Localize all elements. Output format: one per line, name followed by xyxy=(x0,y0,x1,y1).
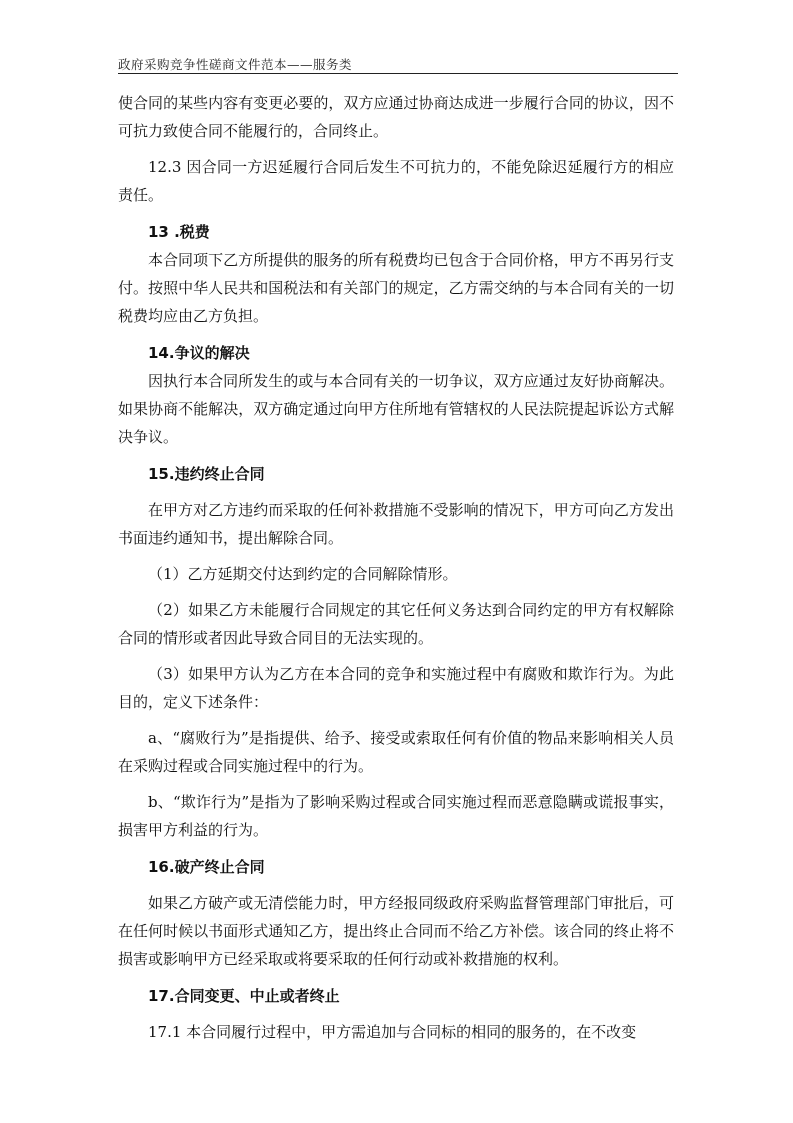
paragraph-force-majeure-cont: 使合同的某些内容有变更必要的，双方应通过协商达成进一步履行合同的协议，因不可抗力致使合同不能履行的，合同终止。 xyxy=(118,94,674,140)
paragraph-breach-item-2: （2）如果乙方未能履行合同规定的其它任何义务达到合同约定的甲方有权解除合同的情形或者因此导致合同目的无法实现的。 xyxy=(118,601,674,647)
heading-17-contract-change: 17.合同变更、中止或者终止 xyxy=(148,987,340,1005)
paragraph-disputes: 因执行本合同所发生的或与本合同有关的一切争议，双方应通过友好协商解决。如果协商不能解决，双方确定通过向甲方住所地有管辖权的人民法院提起诉讼方式解决争议。 xyxy=(118,372,674,446)
paragraph-breach-item-3: （3）如果甲方认为乙方在本合同的竞争和实施过程中有腐败和欺诈行为。为此目的，定义下述条件： xyxy=(118,665,674,711)
heading-15-breach-termination: 15.违约终止合同 xyxy=(148,465,265,483)
document-body xyxy=(118,89,674,1046)
paragraph-bankruptcy: 如果乙方破产或无清偿能力时，甲方经报同级政府采购监督管理部门审批后，可在任何时候以书面形式通知乙方，提出终止合同而不给乙方补偿。该合同的终止将不损害或影响甲方已经采取或将要采取的任何行动或补救措施的权利。 xyxy=(118,894,674,968)
header-rule xyxy=(118,73,678,74)
paragraph-corruption-definition: a、“腐败行为”是指提供、给予、接受或索取任何有价值的物品来影响相关人员在采购过程或合同实施过程中的行为。 xyxy=(118,729,674,775)
heading-16-bankruptcy-termination: 16.破产终止合同 xyxy=(148,858,265,876)
running-header: 政府采购竞争性磋商文件范本——服务类 xyxy=(118,57,353,72)
paragraph-17-1: 17.1 本合同履行过程中，甲方需追加与合同标的相同的服务的，在不改变 xyxy=(148,1023,637,1041)
paragraph-taxes: 本合同项下乙方所提供的服务的所有税费均已包含于合同价格，甲方不再另行支付。按照中华人民共和国税法和有关部门的规定，乙方需交纳的与本合同有关的一切税费均应由乙方负担。 xyxy=(118,251,674,325)
paragraph-12-3: 12.3 因合同一方迟延履行合同后发生不可抗力的，不能免除迟延履行方的相应责任。 xyxy=(118,158,674,204)
heading-14-disputes: 14.争议的解决 xyxy=(148,344,250,362)
paragraph-fraud-definition: b、“欺诈行为”是指为了影响采购过程或合同实施过程而恶意隐瞒或谎报事实，损害甲方利益的行为。 xyxy=(118,793,674,839)
heading-13-taxes: 13 .税费 xyxy=(148,223,210,241)
paragraph-breach-item-1: （1）乙方延期交付达到约定的合同解除情形。 xyxy=(148,565,458,583)
paragraph-breach-intro: 在甲方对乙方违约而采取的任何补救措施不受影响的情况下，甲方可向乙方发出书面违约通知书，提出解除合同。 xyxy=(118,501,674,547)
